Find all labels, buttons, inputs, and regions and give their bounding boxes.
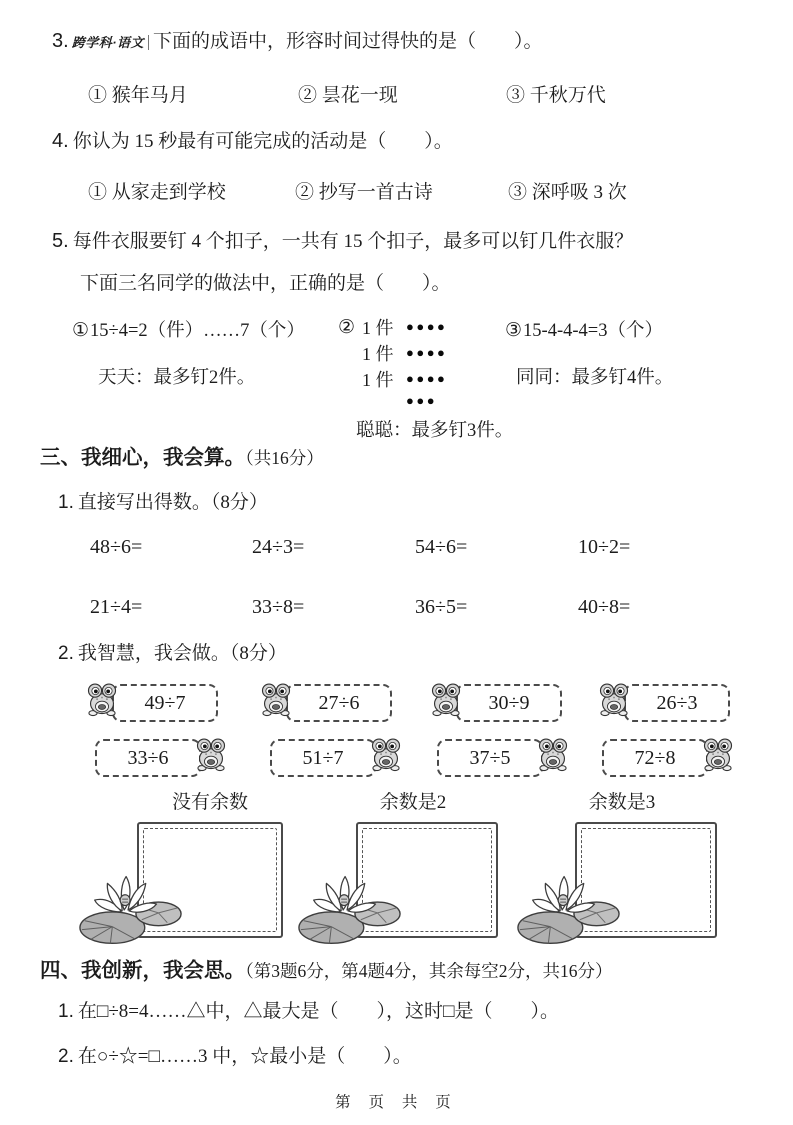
method-1-label: ①	[72, 320, 90, 341]
section-3-header	[40, 440, 324, 470]
section-3-q1-label: 1. 直接写出得数。（8分）	[58, 492, 268, 513]
button-dots: ●●●	[406, 392, 438, 408]
section-4-q1-text: 在□÷8=4……△中，△最大是（ ），这时□是（ ）。	[77, 1001, 559, 1022]
lotus-icon	[77, 866, 185, 948]
section-3-score: （共16分）	[245, 448, 324, 468]
frog-icon	[535, 733, 571, 777]
question-5-number: 5.	[52, 230, 69, 252]
category-label-no-remainder: 没有余数	[171, 792, 249, 813]
division-problem: 36÷5=	[415, 596, 468, 618]
expression-card	[428, 680, 562, 722]
q4-option-2: ② 抄写一首古诗	[295, 182, 433, 203]
question-5-line2: 下面三名同学的做法中，正确的是（ ）。	[80, 273, 451, 294]
button-dots: ●●●●	[406, 371, 448, 386]
question-3-number: 3.	[52, 30, 69, 52]
question-3-text: 下面的成语中，形容时间过得快的是（ ）。	[153, 31, 543, 52]
expression-card-box: 33÷6	[95, 739, 201, 777]
page-footer: 第 页 共 页	[335, 1094, 458, 1111]
cross-subject-badge: 跨学科·语文	[71, 35, 149, 50]
answer-box-no-remainder	[137, 822, 283, 938]
division-problem: 21÷4=	[90, 596, 143, 618]
method-2-caption: 聪聪：最多钉3件。	[356, 421, 514, 441]
question-5	[52, 226, 633, 253]
expression-card-box: 37÷5	[437, 739, 543, 777]
frog-icon	[193, 733, 229, 777]
answer-box-remainder-3	[575, 822, 717, 938]
method-2: ② 1 件 ●●●● 1 件 ●●●● 1 件 ●●●● ●●● 聪聪：最多钉3件。	[338, 316, 514, 441]
section-4-q2: 2. 在○÷☆=□……3 中，☆最小是（ ）。	[58, 1046, 412, 1067]
frog-icon	[428, 678, 464, 722]
q3-option-2: ② 昙花一现	[298, 85, 398, 106]
section-4-score: （第3题6分，第4题4分，其余每空2分，共16分）	[245, 961, 613, 981]
category-label-remainder-2: 余数是2	[379, 792, 447, 813]
method-1-caption: 天天：最多钉2件。	[98, 368, 256, 388]
method-2-label: ②	[338, 316, 356, 338]
question-3	[52, 26, 543, 53]
section-3-q2-label: 2. 我智慧，我会做。（8分）	[58, 643, 287, 664]
division-problem: 48÷6=	[90, 536, 143, 558]
method-3-caption: 同同：最多钉4件。	[516, 368, 674, 388]
expression-card-box: 30÷9	[456, 684, 562, 722]
q3-option-1: ① 猴年马月	[88, 85, 188, 106]
section-4-title: 四、我创新，我会思。	[40, 959, 245, 982]
division-problem: 40÷8=	[578, 596, 631, 618]
division-problem: 10÷2=	[578, 536, 631, 558]
button-dots: ●●●●	[406, 345, 448, 360]
frog-icon	[258, 678, 294, 722]
section-4-header	[40, 953, 613, 983]
category-label-remainder-3: 余数是3	[588, 792, 656, 813]
expression-card-box: 51÷7	[270, 739, 376, 777]
question-4-text: 你认为 15 秒最有可能完成的活动是（ ）。	[72, 131, 453, 152]
section-4-q2-text: 在○÷☆=□……3 中，☆最小是（ ）。	[77, 1046, 412, 1067]
division-problem: 54÷6=	[415, 536, 468, 558]
expression-card	[84, 680, 218, 722]
expression-card-box: 49÷7	[112, 684, 218, 722]
expression-card-box: 26÷3	[624, 684, 730, 722]
expression-card	[258, 680, 392, 722]
expression-card	[602, 735, 736, 777]
section-3-title: 三、我细心，我会算。	[40, 446, 245, 469]
expression-card	[437, 735, 571, 777]
division-problem: 24÷3=	[252, 536, 305, 558]
lotus-icon	[296, 866, 404, 948]
question-4-number: 4.	[52, 130, 69, 152]
section-4-q1: 1. 在□÷8=4……△中，△最大是（ ），这时□是（ ）。	[58, 1001, 559, 1022]
button-dots: ●●●●	[406, 319, 448, 334]
expression-card	[270, 735, 404, 777]
lotus-icon	[515, 866, 623, 948]
question-5-line1: 每件衣服要钉 4 个扣子，一共有 15 个扣子，最多可以钉几件衣服？	[72, 231, 634, 252]
division-problem: 33÷8=	[252, 596, 305, 618]
answer-box-remainder-2	[356, 822, 498, 938]
frog-icon	[84, 678, 120, 722]
frog-icon	[368, 733, 404, 777]
expression-card-box: 27÷6	[286, 684, 392, 722]
method-3-formula: ③15-4-4-4=3（个）	[505, 320, 663, 341]
q4-option-3: ③ 深呼吸 3 次	[508, 182, 627, 203]
frog-icon	[700, 733, 736, 777]
frog-icon	[596, 678, 632, 722]
question-4	[52, 126, 453, 153]
expression-card-box: 72÷8	[602, 739, 708, 777]
q3-option-3: ③ 千秋万代	[506, 85, 606, 106]
expression-card	[95, 735, 229, 777]
q4-option-1: ① 从家走到学校	[88, 182, 226, 203]
expression-card	[596, 680, 730, 722]
method-1-formula: ①15÷4=2（件）……7（个）	[72, 320, 305, 341]
method-3-label: ③	[505, 320, 523, 341]
